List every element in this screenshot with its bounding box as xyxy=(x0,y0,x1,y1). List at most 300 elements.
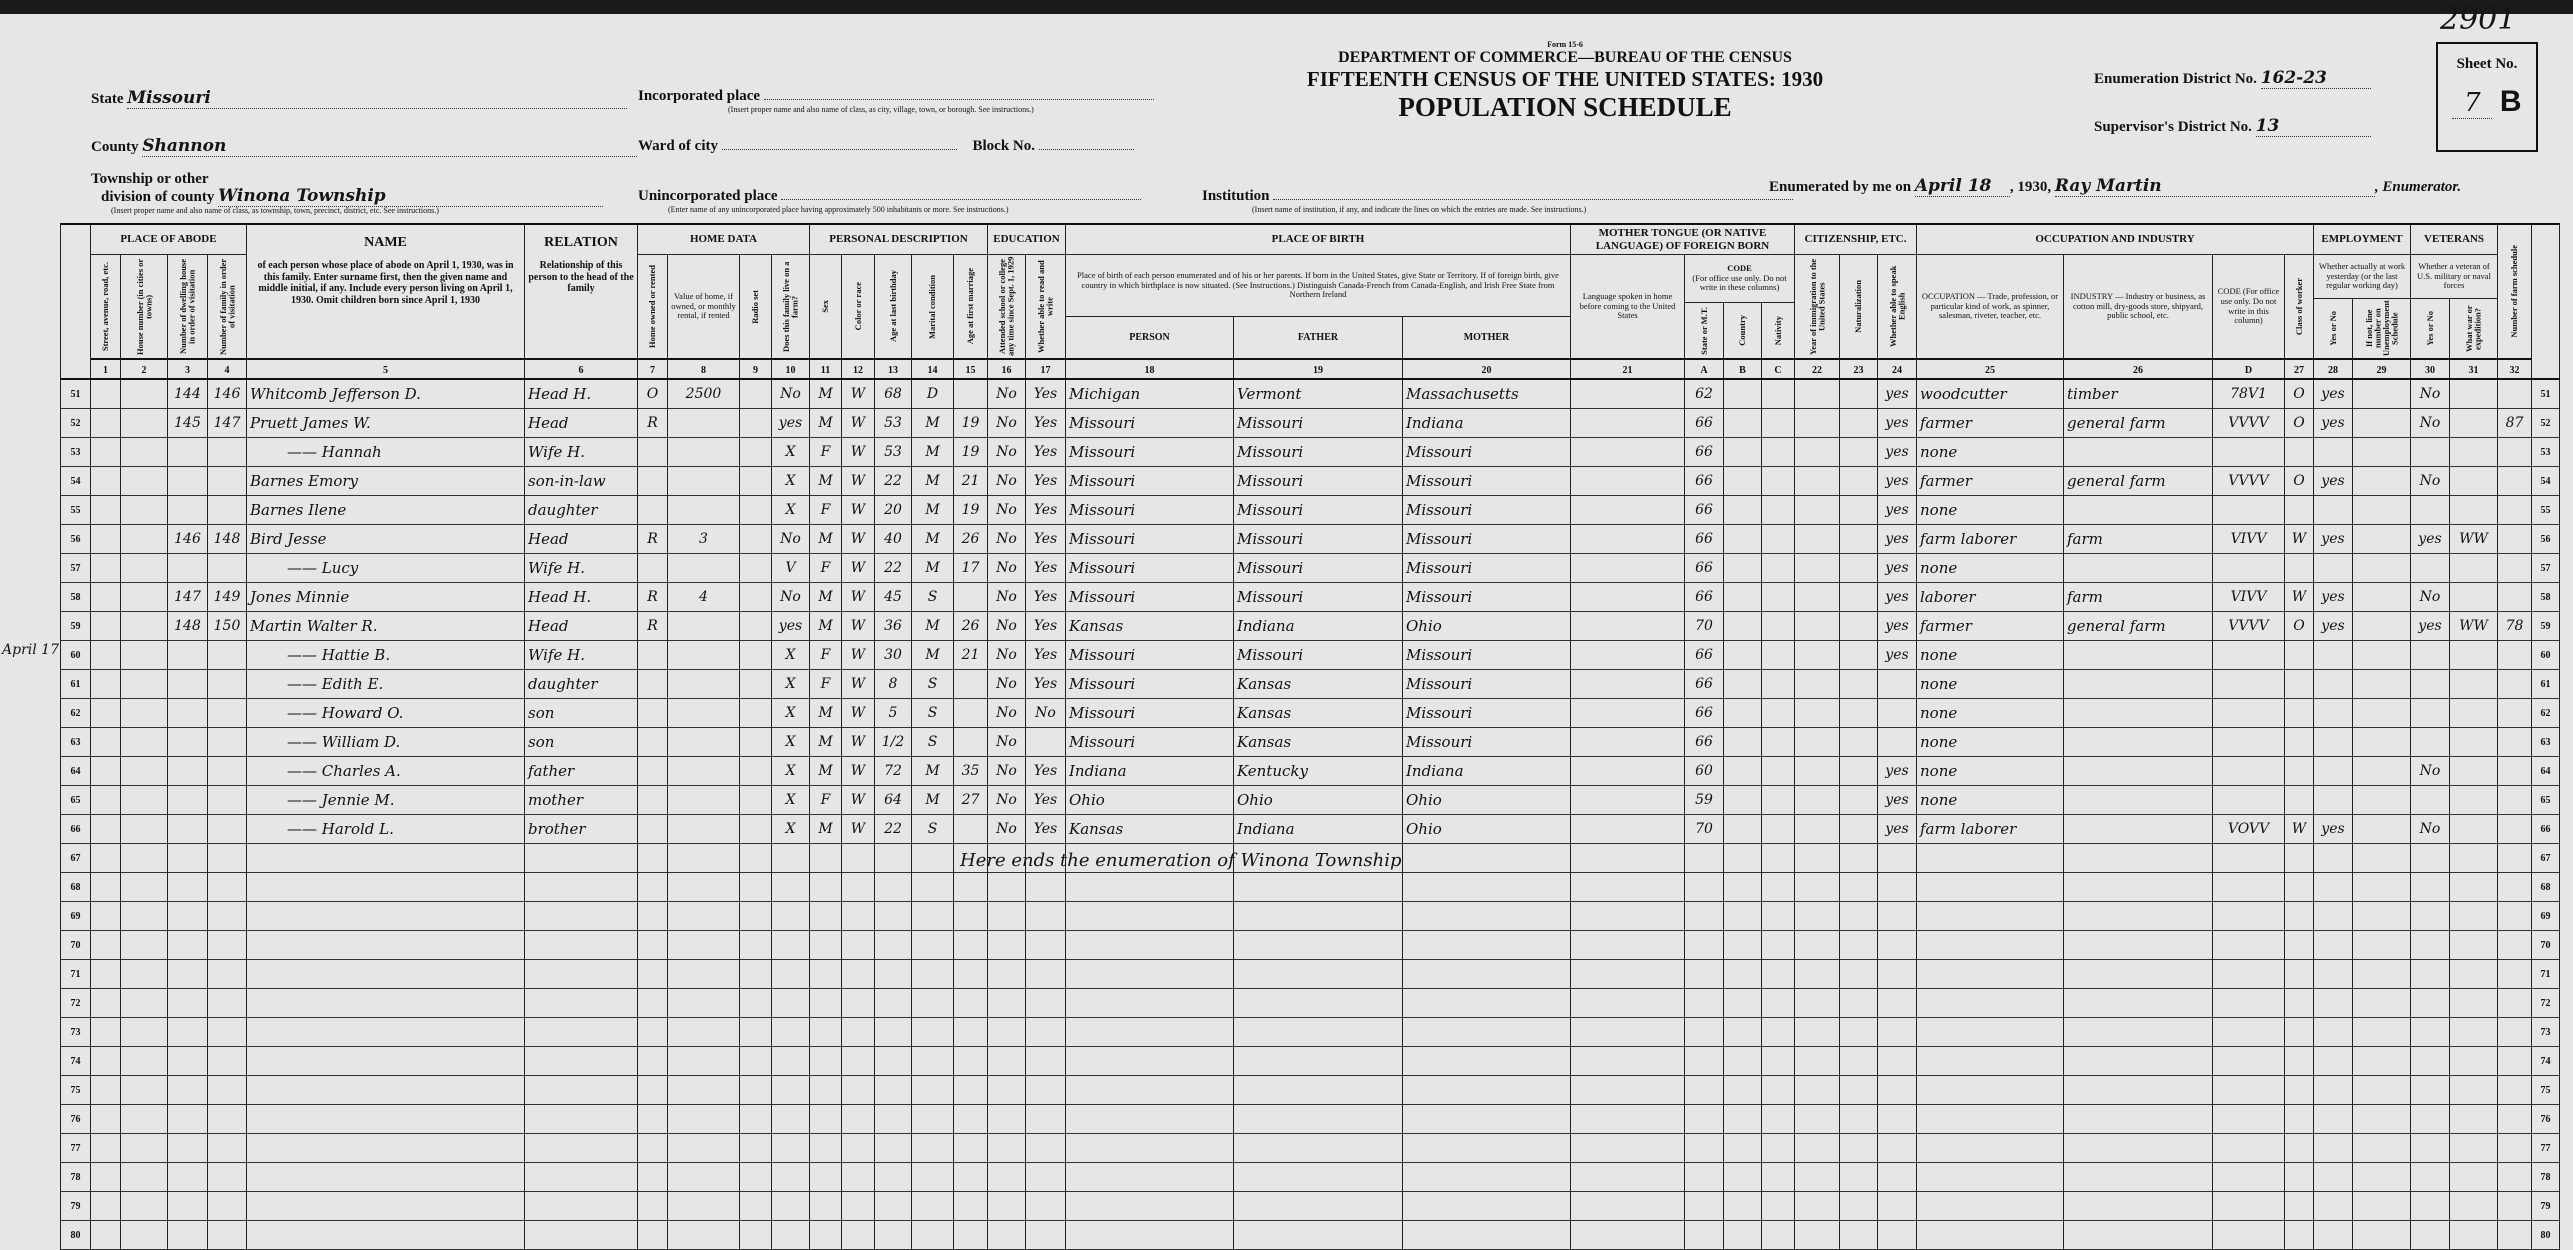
cell-at-work[interactable] xyxy=(2314,1047,2353,1076)
cell-school[interactable]: No xyxy=(988,641,1026,670)
cell-value[interactable] xyxy=(668,931,740,960)
cell-bp-mother[interactable]: Ohio xyxy=(1403,815,1571,844)
cell-bp-father[interactable] xyxy=(1234,931,1403,960)
cell-house[interactable] xyxy=(121,409,168,438)
cell-at-work[interactable]: yes xyxy=(2314,380,2353,409)
cell-class[interactable] xyxy=(2285,1047,2314,1076)
cell-bp-father[interactable]: Vermont xyxy=(1234,380,1403,409)
cell-language[interactable] xyxy=(1571,583,1685,612)
cell-class[interactable] xyxy=(2285,641,2314,670)
cell-house[interactable] xyxy=(121,1076,168,1105)
cell-street[interactable] xyxy=(91,583,121,612)
cell-unemp[interactable] xyxy=(2353,815,2411,844)
cell-immigration[interactable] xyxy=(1795,989,1840,1018)
cell-family[interactable] xyxy=(208,844,247,873)
cell-code-d[interactable] xyxy=(2213,1018,2285,1047)
cell-code-d[interactable]: VOVV xyxy=(2213,815,2285,844)
cell-bp-person[interactable]: Missouri xyxy=(1066,699,1234,728)
cell-code-a[interactable]: 62 xyxy=(1685,380,1724,409)
cell-literate[interactable] xyxy=(1026,1076,1066,1105)
cell-code-c[interactable] xyxy=(1762,815,1795,844)
cell-class[interactable] xyxy=(2285,496,2314,525)
cell-occupation[interactable]: farmer xyxy=(1917,409,2064,438)
cell-house[interactable] xyxy=(121,931,168,960)
cell-age-married[interactable]: 21 xyxy=(954,467,988,496)
cell-farm-sched[interactable] xyxy=(2498,931,2532,960)
cell-race[interactable]: W xyxy=(842,380,875,409)
cell-value[interactable] xyxy=(668,467,740,496)
cell-code-b[interactable] xyxy=(1724,409,1762,438)
cell-value[interactable] xyxy=(668,960,740,989)
cell-radio[interactable] xyxy=(740,641,772,670)
cell-industry[interactable] xyxy=(2064,960,2213,989)
cell-bp-person[interactable]: Missouri xyxy=(1066,525,1234,554)
cell-code-c[interactable] xyxy=(1762,728,1795,757)
cell-sex[interactable] xyxy=(810,1163,842,1192)
cell-industry[interactable] xyxy=(2064,786,2213,815)
cell-school[interactable]: No xyxy=(988,554,1026,583)
cell-bp-father[interactable]: Missouri xyxy=(1234,438,1403,467)
cell-class[interactable] xyxy=(2285,1018,2314,1047)
cell-english[interactable]: yes xyxy=(1878,467,1917,496)
cell-age[interactable] xyxy=(875,1163,912,1192)
cell-code-a[interactable] xyxy=(1685,1192,1724,1221)
cell-literate[interactable] xyxy=(1026,1134,1066,1163)
cell-immigration[interactable] xyxy=(1795,931,1840,960)
cell-school[interactable] xyxy=(988,873,1026,902)
cell-immigration[interactable] xyxy=(1795,496,1840,525)
cell-farm-sched[interactable] xyxy=(2498,728,2532,757)
cell-literate[interactable]: Yes xyxy=(1026,670,1066,699)
cell-farm[interactable] xyxy=(772,1047,810,1076)
cell-class[interactable] xyxy=(2285,989,2314,1018)
cell-marital[interactable] xyxy=(912,1105,954,1134)
cell-industry[interactable] xyxy=(2064,902,2213,931)
cell-bp-father[interactable] xyxy=(1234,1163,1403,1192)
cell-industry[interactable]: farm xyxy=(2064,525,2213,554)
cell-marital[interactable] xyxy=(912,1076,954,1105)
cell-family[interactable] xyxy=(208,757,247,786)
cell-sex[interactable]: M xyxy=(810,815,842,844)
cell-bp-person[interactable]: Missouri xyxy=(1066,467,1234,496)
cell-street[interactable] xyxy=(91,1018,121,1047)
cell-at-work[interactable] xyxy=(2314,757,2353,786)
cell-language[interactable] xyxy=(1571,670,1685,699)
cell-school[interactable] xyxy=(988,1163,1026,1192)
cell-bp-person[interactable] xyxy=(1066,1018,1234,1047)
cell-veteran[interactable] xyxy=(2411,496,2450,525)
cell-code-d[interactable] xyxy=(2213,902,2285,931)
cell-home[interactable] xyxy=(638,786,668,815)
cell-marital[interactable] xyxy=(912,1163,954,1192)
cell-relation[interactable]: Head xyxy=(525,409,638,438)
cell-sex[interactable]: M xyxy=(810,583,842,612)
cell-code-a[interactable]: 66 xyxy=(1685,641,1724,670)
cell-veteran[interactable]: No xyxy=(2411,467,2450,496)
cell-farm[interactable]: No xyxy=(772,380,810,409)
cell-street[interactable] xyxy=(91,786,121,815)
cell-school[interactable]: No xyxy=(988,525,1026,554)
cell-bp-father[interactable] xyxy=(1234,1076,1403,1105)
cell-literate[interactable]: Yes xyxy=(1026,496,1066,525)
cell-naturalization[interactable] xyxy=(1840,583,1878,612)
cell-code-d[interactable]: VVVV xyxy=(2213,612,2285,641)
cell-bp-father[interactable] xyxy=(1234,873,1403,902)
cell-farm[interactable] xyxy=(772,902,810,931)
cell-farm[interactable]: X xyxy=(772,670,810,699)
cell-industry[interactable] xyxy=(2064,554,2213,583)
cell-at-work[interactable] xyxy=(2314,728,2353,757)
cell-bp-father[interactable]: Missouri xyxy=(1234,525,1403,554)
cell-language[interactable] xyxy=(1571,757,1685,786)
cell-naturalization[interactable] xyxy=(1840,467,1878,496)
cell-industry[interactable] xyxy=(2064,1221,2213,1250)
cell-english[interactable] xyxy=(1878,931,1917,960)
cell-industry[interactable] xyxy=(2064,1134,2213,1163)
cell-family[interactable] xyxy=(208,1076,247,1105)
cell-immigration[interactable] xyxy=(1795,873,1840,902)
cell-code-d[interactable] xyxy=(2213,960,2285,989)
cell-code-b[interactable] xyxy=(1724,1163,1762,1192)
cell-code-a[interactable]: 66 xyxy=(1685,670,1724,699)
cell-radio[interactable] xyxy=(740,496,772,525)
cell-marital[interactable]: S xyxy=(912,815,954,844)
cell-class[interactable] xyxy=(2285,1163,2314,1192)
cell-code-a[interactable] xyxy=(1685,1018,1724,1047)
cell-bp-mother[interactable]: Missouri xyxy=(1403,728,1571,757)
cell-name[interactable]: —— Charles A. xyxy=(247,757,525,786)
cell-relation[interactable] xyxy=(525,1105,638,1134)
cell-bp-mother[interactable]: Ohio xyxy=(1403,612,1571,641)
cell-dwelling[interactable] xyxy=(168,1221,208,1250)
cell-english[interactable]: yes xyxy=(1878,554,1917,583)
cell-age-married[interactable]: 19 xyxy=(954,438,988,467)
cell-school[interactable] xyxy=(988,1134,1026,1163)
cell-school[interactable]: No xyxy=(988,612,1026,641)
cell-industry[interactable]: general farm xyxy=(2064,467,2213,496)
cell-veteran[interactable] xyxy=(2411,1192,2450,1221)
cell-occupation[interactable] xyxy=(1917,1018,2064,1047)
cell-unemp[interactable] xyxy=(2353,438,2411,467)
cell-age-married[interactable]: 17 xyxy=(954,554,988,583)
cell-sex[interactable]: M xyxy=(810,612,842,641)
cell-value[interactable] xyxy=(668,815,740,844)
cell-english[interactable] xyxy=(1878,1105,1917,1134)
cell-literate[interactable]: Yes xyxy=(1026,815,1066,844)
cell-family[interactable] xyxy=(208,496,247,525)
cell-bp-person[interactable] xyxy=(1066,931,1234,960)
cell-literate[interactable]: Yes xyxy=(1026,525,1066,554)
cell-value[interactable] xyxy=(668,1134,740,1163)
cell-english[interactable]: yes xyxy=(1878,757,1917,786)
cell-farm-sched[interactable] xyxy=(2498,1047,2532,1076)
cell-street[interactable] xyxy=(91,380,121,409)
cell-unemp[interactable] xyxy=(2353,1105,2411,1134)
cell-home[interactable]: R xyxy=(638,583,668,612)
cell-immigration[interactable] xyxy=(1795,728,1840,757)
cell-code-a[interactable] xyxy=(1685,873,1724,902)
cell-code-c[interactable] xyxy=(1762,641,1795,670)
cell-radio[interactable] xyxy=(740,844,772,873)
cell-war[interactable]: WW xyxy=(2450,525,2498,554)
cell-race[interactable]: W xyxy=(842,409,875,438)
cell-relation[interactable] xyxy=(525,989,638,1018)
cell-occupation[interactable] xyxy=(1917,931,2064,960)
cell-farm-sched[interactable] xyxy=(2498,757,2532,786)
cell-bp-father[interactable] xyxy=(1234,960,1403,989)
cell-race[interactable] xyxy=(842,1221,875,1250)
cell-unemp[interactable] xyxy=(2353,525,2411,554)
cell-code-d[interactable]: VIVV xyxy=(2213,525,2285,554)
cell-occupation[interactable] xyxy=(1917,1134,2064,1163)
cell-code-c[interactable] xyxy=(1762,757,1795,786)
cell-bp-mother[interactable] xyxy=(1403,1105,1571,1134)
cell-code-b[interactable] xyxy=(1724,438,1762,467)
cell-at-work[interactable]: yes xyxy=(2314,612,2353,641)
cell-age[interactable]: 40 xyxy=(875,525,912,554)
cell-language[interactable] xyxy=(1571,525,1685,554)
cell-english[interactable]: yes xyxy=(1878,496,1917,525)
cell-family[interactable] xyxy=(208,1134,247,1163)
cell-war[interactable] xyxy=(2450,1221,2498,1250)
cell-sex[interactable] xyxy=(810,960,842,989)
cell-race[interactable]: W xyxy=(842,815,875,844)
cell-dwelling[interactable] xyxy=(168,699,208,728)
cell-occupation[interactable]: none xyxy=(1917,438,2064,467)
cell-name[interactable] xyxy=(247,844,525,873)
cell-english[interactable] xyxy=(1878,1221,1917,1250)
cell-naturalization[interactable] xyxy=(1840,844,1878,873)
cell-radio[interactable] xyxy=(740,699,772,728)
cell-bp-person[interactable] xyxy=(1066,1192,1234,1221)
cell-code-b[interactable] xyxy=(1724,699,1762,728)
cell-farm-sched[interactable] xyxy=(2498,844,2532,873)
cell-school[interactable] xyxy=(988,989,1026,1018)
cell-value[interactable]: 2500 xyxy=(668,380,740,409)
cell-sex[interactable]: F xyxy=(810,641,842,670)
cell-sex[interactable]: M xyxy=(810,757,842,786)
cell-marital[interactable]: S xyxy=(912,699,954,728)
cell-war[interactable] xyxy=(2450,554,2498,583)
cell-war[interactable] xyxy=(2450,844,2498,873)
cell-code-b[interactable] xyxy=(1724,1221,1762,1250)
cell-dwelling[interactable] xyxy=(168,728,208,757)
cell-house[interactable] xyxy=(121,1134,168,1163)
cell-race[interactable] xyxy=(842,844,875,873)
cell-naturalization[interactable] xyxy=(1840,815,1878,844)
cell-bp-mother[interactable]: Missouri xyxy=(1403,496,1571,525)
cell-literate[interactable] xyxy=(1026,931,1066,960)
cell-value[interactable] xyxy=(668,1221,740,1250)
cell-age[interactable]: 72 xyxy=(875,757,912,786)
cell-dwelling[interactable]: 148 xyxy=(168,612,208,641)
cell-marital[interactable]: M xyxy=(912,786,954,815)
cell-marital[interactable]: M xyxy=(912,525,954,554)
cell-industry[interactable] xyxy=(2064,815,2213,844)
cell-house[interactable] xyxy=(121,844,168,873)
cell-farm-sched[interactable] xyxy=(2498,699,2532,728)
cell-unemp[interactable] xyxy=(2353,641,2411,670)
cell-name[interactable]: Whitcomb Jefferson D. xyxy=(247,380,525,409)
cell-house[interactable] xyxy=(121,641,168,670)
cell-class[interactable] xyxy=(2285,728,2314,757)
cell-code-b[interactable] xyxy=(1724,989,1762,1018)
cell-value[interactable] xyxy=(668,873,740,902)
cell-english[interactable] xyxy=(1878,902,1917,931)
cell-code-d[interactable]: VIVV xyxy=(2213,583,2285,612)
cell-farm[interactable] xyxy=(772,931,810,960)
cell-at-work[interactable] xyxy=(2314,1018,2353,1047)
cell-english[interactable] xyxy=(1878,873,1917,902)
cell-marital[interactable] xyxy=(912,1018,954,1047)
cell-farm[interactable]: X xyxy=(772,496,810,525)
cell-naturalization[interactable] xyxy=(1840,1221,1878,1250)
cell-farm[interactable] xyxy=(772,1076,810,1105)
cell-age[interactable] xyxy=(875,1047,912,1076)
cell-code-c[interactable] xyxy=(1762,525,1795,554)
cell-class[interactable]: O xyxy=(2285,467,2314,496)
cell-literate[interactable]: Yes xyxy=(1026,786,1066,815)
cell-code-a[interactable] xyxy=(1685,989,1724,1018)
cell-dwelling[interactable] xyxy=(168,467,208,496)
cell-war[interactable] xyxy=(2450,1076,2498,1105)
cell-farm[interactable] xyxy=(772,1163,810,1192)
cell-bp-person[interactable]: Missouri xyxy=(1066,409,1234,438)
cell-unemp[interactable] xyxy=(2353,699,2411,728)
cell-home[interactable] xyxy=(638,989,668,1018)
cell-code-c[interactable] xyxy=(1762,699,1795,728)
cell-naturalization[interactable] xyxy=(1840,1192,1878,1221)
cell-at-work[interactable] xyxy=(2314,496,2353,525)
cell-code-a[interactable] xyxy=(1685,960,1724,989)
cell-school[interactable]: No xyxy=(988,670,1026,699)
cell-name[interactable]: Barnes Ilene xyxy=(247,496,525,525)
cell-class[interactable] xyxy=(2285,786,2314,815)
cell-family[interactable] xyxy=(208,438,247,467)
cell-class[interactable] xyxy=(2285,670,2314,699)
cell-occupation[interactable]: farm laborer xyxy=(1917,525,2064,554)
cell-code-d[interactable] xyxy=(2213,496,2285,525)
cell-house[interactable] xyxy=(121,1105,168,1134)
cell-class[interactable] xyxy=(2285,699,2314,728)
cell-name[interactable]: —— Hannah xyxy=(247,438,525,467)
cell-code-a[interactable] xyxy=(1685,1076,1724,1105)
cell-immigration[interactable] xyxy=(1795,554,1840,583)
cell-house[interactable] xyxy=(121,815,168,844)
cell-immigration[interactable] xyxy=(1795,1192,1840,1221)
cell-bp-mother[interactable] xyxy=(1403,873,1571,902)
cell-bp-father[interactable]: Missouri xyxy=(1234,496,1403,525)
cell-dwelling[interactable] xyxy=(168,931,208,960)
cell-veteran[interactable]: No xyxy=(2411,409,2450,438)
cell-occupation[interactable] xyxy=(1917,1163,2064,1192)
cell-literate[interactable]: No xyxy=(1026,699,1066,728)
cell-war[interactable] xyxy=(2450,989,2498,1018)
cell-english[interactable]: yes xyxy=(1878,409,1917,438)
cell-farm-sched[interactable] xyxy=(2498,1018,2532,1047)
cell-dwelling[interactable] xyxy=(168,670,208,699)
cell-industry[interactable] xyxy=(2064,1018,2213,1047)
cell-relation[interactable]: Head xyxy=(525,525,638,554)
cell-sex[interactable] xyxy=(810,1018,842,1047)
cell-occupation[interactable] xyxy=(1917,1192,2064,1221)
cell-code-c[interactable] xyxy=(1762,1134,1795,1163)
cell-bp-mother[interactable] xyxy=(1403,1221,1571,1250)
cell-veteran[interactable] xyxy=(2411,670,2450,699)
cell-naturalization[interactable] xyxy=(1840,989,1878,1018)
cell-age-married[interactable] xyxy=(954,670,988,699)
cell-code-b[interactable] xyxy=(1724,960,1762,989)
cell-school[interactable]: No xyxy=(988,815,1026,844)
cell-home[interactable] xyxy=(638,1018,668,1047)
cell-relation[interactable]: Wife H. xyxy=(525,438,638,467)
cell-code-c[interactable] xyxy=(1762,873,1795,902)
cell-sex[interactable]: F xyxy=(810,786,842,815)
cell-veteran[interactable] xyxy=(2411,1221,2450,1250)
cell-veteran[interactable] xyxy=(2411,873,2450,902)
cell-age-married[interactable] xyxy=(954,931,988,960)
cell-class[interactable]: W xyxy=(2285,815,2314,844)
cell-war[interactable] xyxy=(2450,438,2498,467)
cell-war[interactable] xyxy=(2450,960,2498,989)
cell-age[interactable]: 53 xyxy=(875,409,912,438)
cell-radio[interactable] xyxy=(740,1134,772,1163)
cell-dwelling[interactable] xyxy=(168,1105,208,1134)
cell-house[interactable] xyxy=(121,380,168,409)
cell-dwelling[interactable] xyxy=(168,641,208,670)
cell-code-c[interactable] xyxy=(1762,1047,1795,1076)
cell-code-b[interactable] xyxy=(1724,670,1762,699)
cell-street[interactable] xyxy=(91,815,121,844)
cell-age-married[interactable] xyxy=(954,1105,988,1134)
cell-age[interactable] xyxy=(875,1105,912,1134)
cell-family[interactable] xyxy=(208,641,247,670)
cell-marital[interactable]: S xyxy=(912,583,954,612)
cell-at-work[interactable] xyxy=(2314,989,2353,1018)
cell-code-c[interactable] xyxy=(1762,612,1795,641)
cell-unemp[interactable] xyxy=(2353,786,2411,815)
cell-age-married[interactable] xyxy=(954,1018,988,1047)
cell-value[interactable] xyxy=(668,438,740,467)
cell-dwelling[interactable] xyxy=(168,960,208,989)
cell-code-a[interactable]: 70 xyxy=(1685,815,1724,844)
cell-school[interactable] xyxy=(988,931,1026,960)
cell-age[interactable] xyxy=(875,844,912,873)
cell-bp-person[interactable] xyxy=(1066,989,1234,1018)
cell-home[interactable]: R xyxy=(638,612,668,641)
cell-veteran[interactable]: No xyxy=(2411,815,2450,844)
cell-farm[interactable]: X xyxy=(772,728,810,757)
cell-bp-person[interactable]: Missouri xyxy=(1066,496,1234,525)
cell-unemp[interactable] xyxy=(2353,1047,2411,1076)
cell-farm[interactable] xyxy=(772,873,810,902)
cell-bp-father[interactable]: Kansas xyxy=(1234,728,1403,757)
cell-bp-mother[interactable] xyxy=(1403,844,1571,873)
cell-relation[interactable]: Wife H. xyxy=(525,554,638,583)
cell-marital[interactable] xyxy=(912,844,954,873)
cell-race[interactable]: W xyxy=(842,583,875,612)
cell-immigration[interactable] xyxy=(1795,409,1840,438)
cell-dwelling[interactable]: 144 xyxy=(168,380,208,409)
cell-occupation[interactable] xyxy=(1917,873,2064,902)
cell-unemp[interactable] xyxy=(2353,1163,2411,1192)
cell-sex[interactable] xyxy=(810,902,842,931)
cell-literate[interactable] xyxy=(1026,728,1066,757)
cell-farm-sched[interactable] xyxy=(2498,873,2532,902)
cell-home[interactable] xyxy=(638,467,668,496)
cell-dwelling[interactable] xyxy=(168,786,208,815)
cell-sex[interactable]: M xyxy=(810,409,842,438)
